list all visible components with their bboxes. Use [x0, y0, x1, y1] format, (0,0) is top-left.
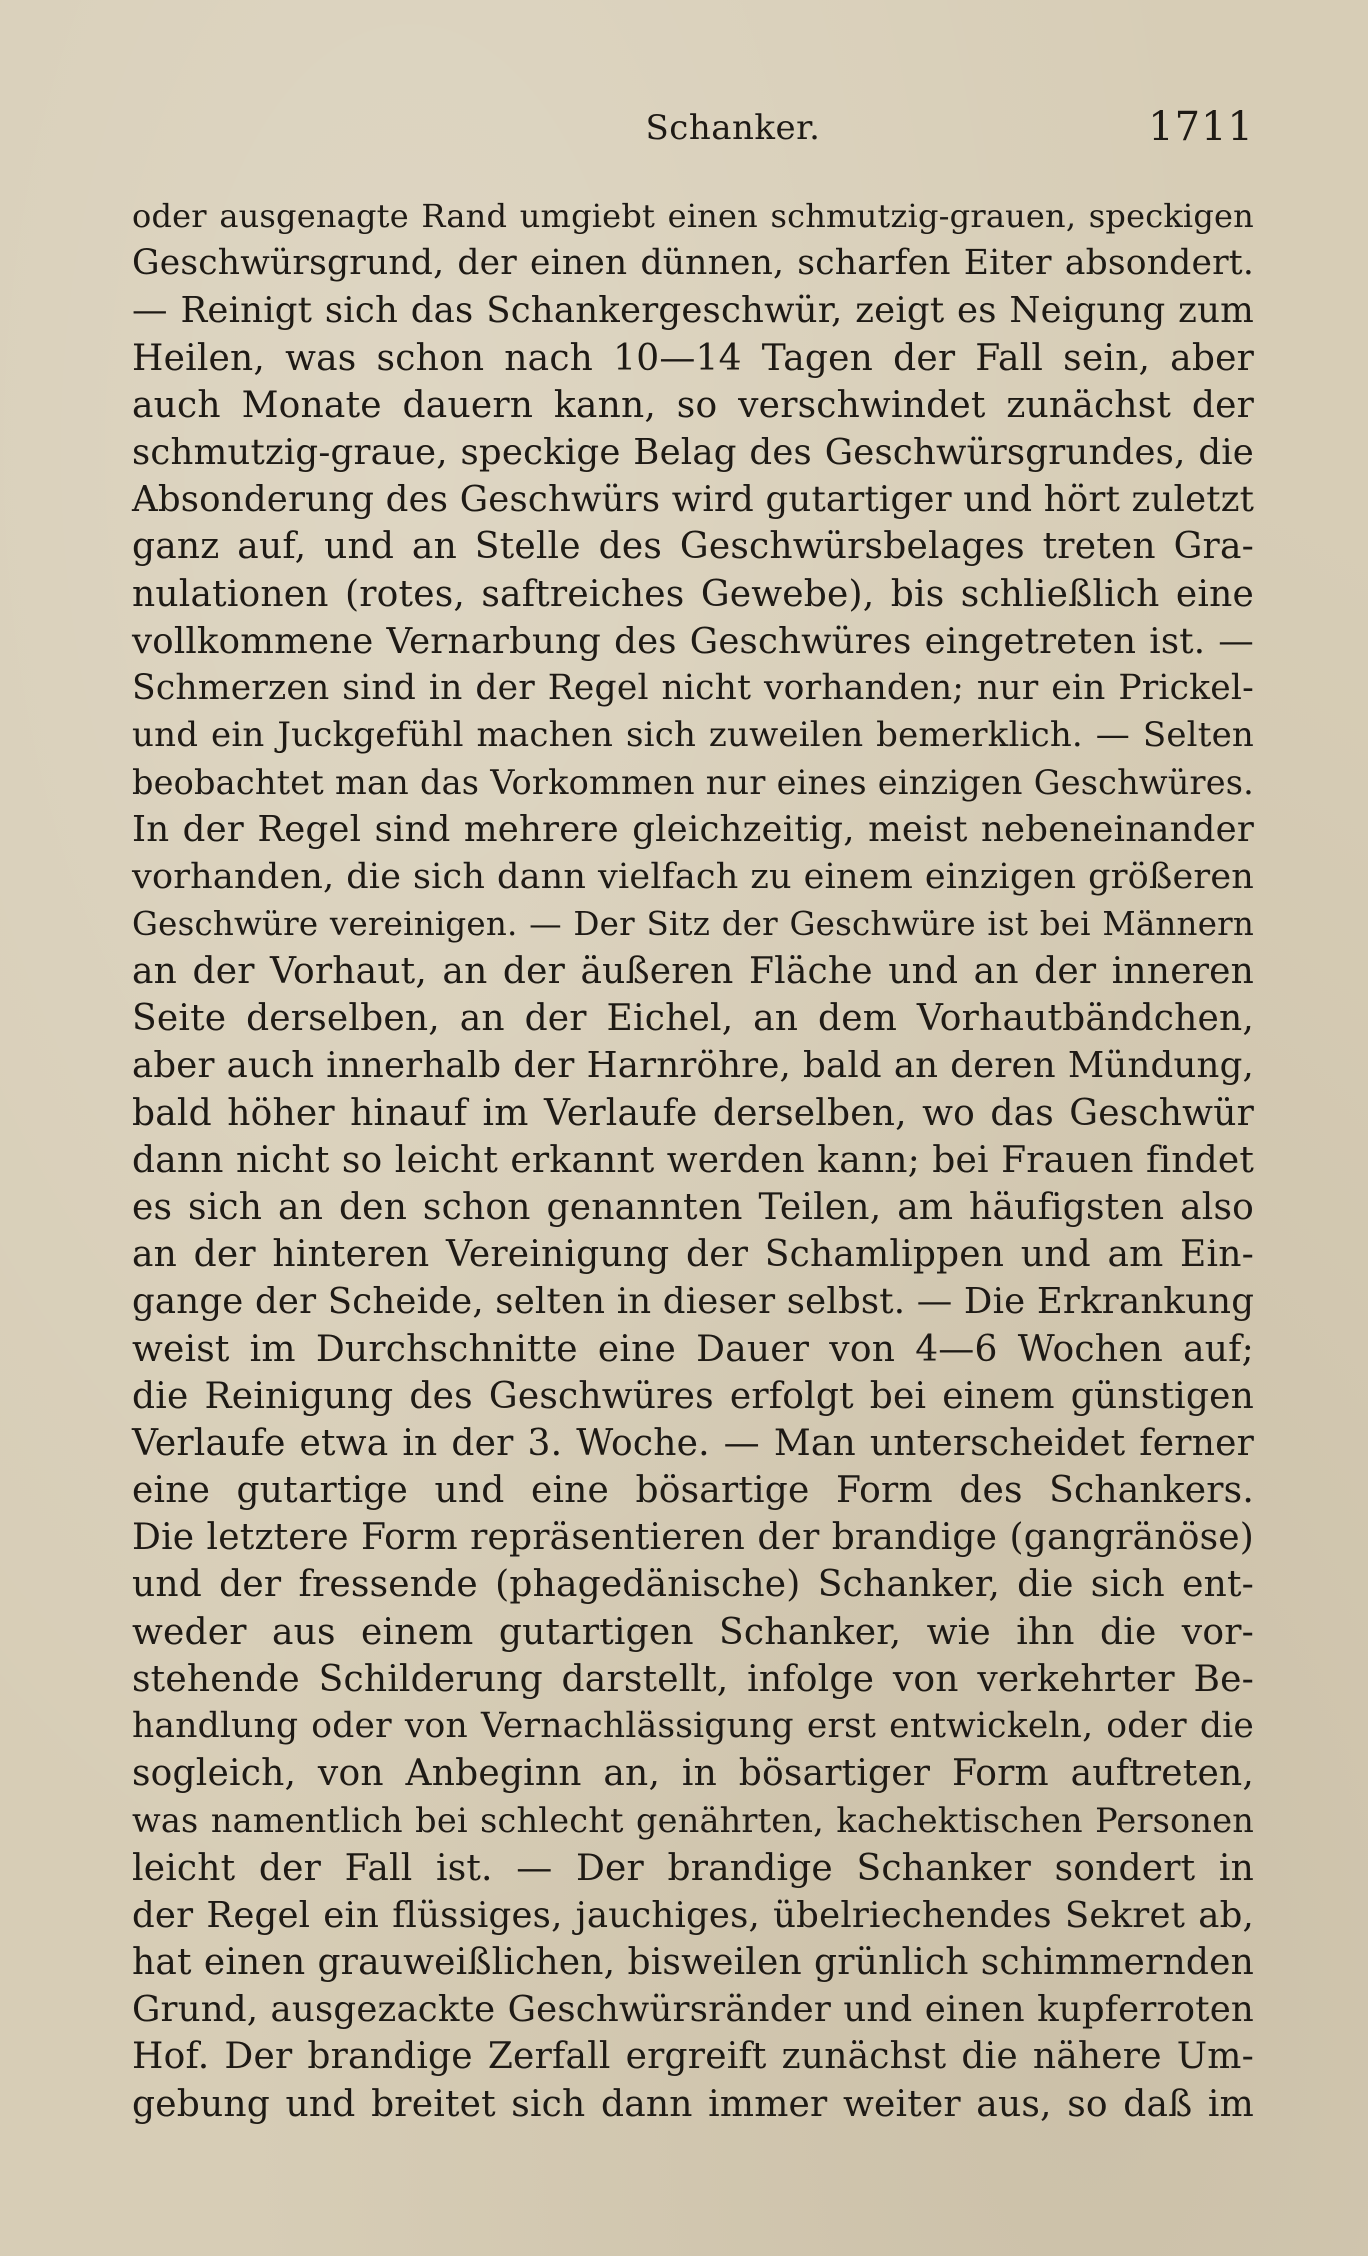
text-line: Grund, ausgezackte Geschwürsränder und einen kupferroten — [132, 1989, 1254, 2031]
text-line: Schmerzen sind in der Regel nicht vorhanden; nur ein Prickel- — [132, 667, 1254, 708]
body-text — [132, 193, 1254, 2128]
text-line: Geschwürsgrund, der einen dünnen, scharfen Eiter absondert. — [132, 243, 1254, 284]
text-line: — Reinigt sich das Schankergeschwür, zeigt es Neigung zum — [132, 290, 1254, 332]
page-header — [132, 104, 1254, 168]
text-line: Seite derselben, an der Eichel, an dem Vorhautbändchen, — [132, 998, 1254, 1040]
text-line: der Regel ein flüssiges, jauchiges, übelriechendes Sekret ab, — [132, 1894, 1254, 1936]
text-line: Verlaufe etwa in der 3. Woche. — Man unterscheidet ferner — [132, 1422, 1254, 1464]
text-line: schmutzig-graue, speckige Belag des Geschwürsgrundes, die — [132, 431, 1254, 473]
text-line: nulationen (rotes, saftreiches Gewebe), bis schließlich eine — [132, 573, 1254, 615]
text-line: auch Monate dauern kann, so verschwindet zunächst der — [132, 384, 1254, 426]
text-line: vollkommene Vernarbung des Geschwüres eingetreten ist. — — [132, 620, 1254, 662]
text-line: hat einen grauweißlichen, bisweilen grünlich schimmernden — [132, 1941, 1254, 1983]
text-line: Geschwüre vereinigen. — Der Sitz der Geschwüre ist bei Männern — [132, 904, 1254, 943]
text-line: dann nicht so leicht erkannt werden kann; bei Frauen findet — [132, 1139, 1254, 1181]
text-line: die Reinigung des Geschwüres erfolgt bei einem günstigen — [132, 1375, 1254, 1417]
text-line: gebung und breitet sich dann immer weiter aus, so daß im — [132, 2083, 1254, 2125]
text-line: gange der Scheide, selten in dieser selbst. — Die Erkrankung — [132, 1281, 1255, 1323]
text-line: handlung oder von Vernachlässigung erst entwickeln, oder die — [132, 1706, 1254, 1746]
text-line: es sich an den schon genannten Teilen, am häufigsten also — [132, 1186, 1254, 1228]
text-line: Heilen, was schon nach 10—14 Tagen der Fall sein, aber — [132, 337, 1254, 379]
text-line: an der hinteren Vereinigung der Schamlippen und am Ein- — [132, 1234, 1254, 1276]
text-line: stehende Schilderung darstellt, infolge von verkehrter Be- — [132, 1658, 1254, 1700]
text-line: aber auch innerhalb der Harnröhre, bald an deren Mündung, — [132, 1045, 1254, 1087]
text-line: beobachtet man das Vorkommen nur eines einzigen Geschwüres. — [132, 763, 1254, 803]
text-line: leicht der Fall ist. — Der brandige Schanker sondert in — [132, 1847, 1254, 1889]
text-line: weist im Durchschnitte eine Dauer von 4—6 Wochen auf; — [132, 1328, 1254, 1370]
text-line: weder aus einem gutartigen Schanker, wie ihn die vor- — [132, 1611, 1254, 1653]
text-line: und der fressende (phagedänische) Schanker, die sich ent- — [132, 1564, 1254, 1606]
text-line: Absonderung des Geschwürs wird gutartiger und hört zuletzt — [132, 479, 1255, 521]
text-line: eine gutartige und eine bösartige Form des Schankers. — [132, 1470, 1254, 1512]
running-head: Schanker. — [645, 108, 821, 148]
text-line: Hof. Der brandige Zerfall ergreift zunächst die nähere Um- — [132, 2036, 1254, 2078]
text-line: oder ausgenagte Rand umgiebt einen schmutzig-grauen, speckigen — [132, 197, 1254, 235]
text-line: an der Vorhaut, an der äußeren Fläche und an der inneren — [132, 951, 1254, 992]
page-number: 1711 — [1148, 104, 1254, 150]
text-line: sogleich, von Anbeginn an, in bösartiger Form auftreten, — [132, 1753, 1254, 1795]
text-line: und ein Juckgefühl machen sich zuweilen bemerklich. — Selten — [132, 715, 1254, 756]
text-line: Die letztere Form repräsentieren der brandige (gangränöse) — [132, 1517, 1254, 1559]
text-line: was namentlich bei schlecht genährten, kachektischen Personen — [132, 1801, 1254, 1841]
text-line: vorhanden, die sich dann vielfach zu einem einzigen größeren — [132, 856, 1254, 897]
text-line: bald höher hinauf im Verlaufe derselben, wo das Geschwür — [132, 1092, 1254, 1134]
text-line: In der Regel sind mehrere gleichzeitig, meist nebeneinander — [132, 809, 1254, 851]
text-line: ganz auf, und an Stelle des Geschwürsbelages treten Gra- — [132, 526, 1254, 568]
